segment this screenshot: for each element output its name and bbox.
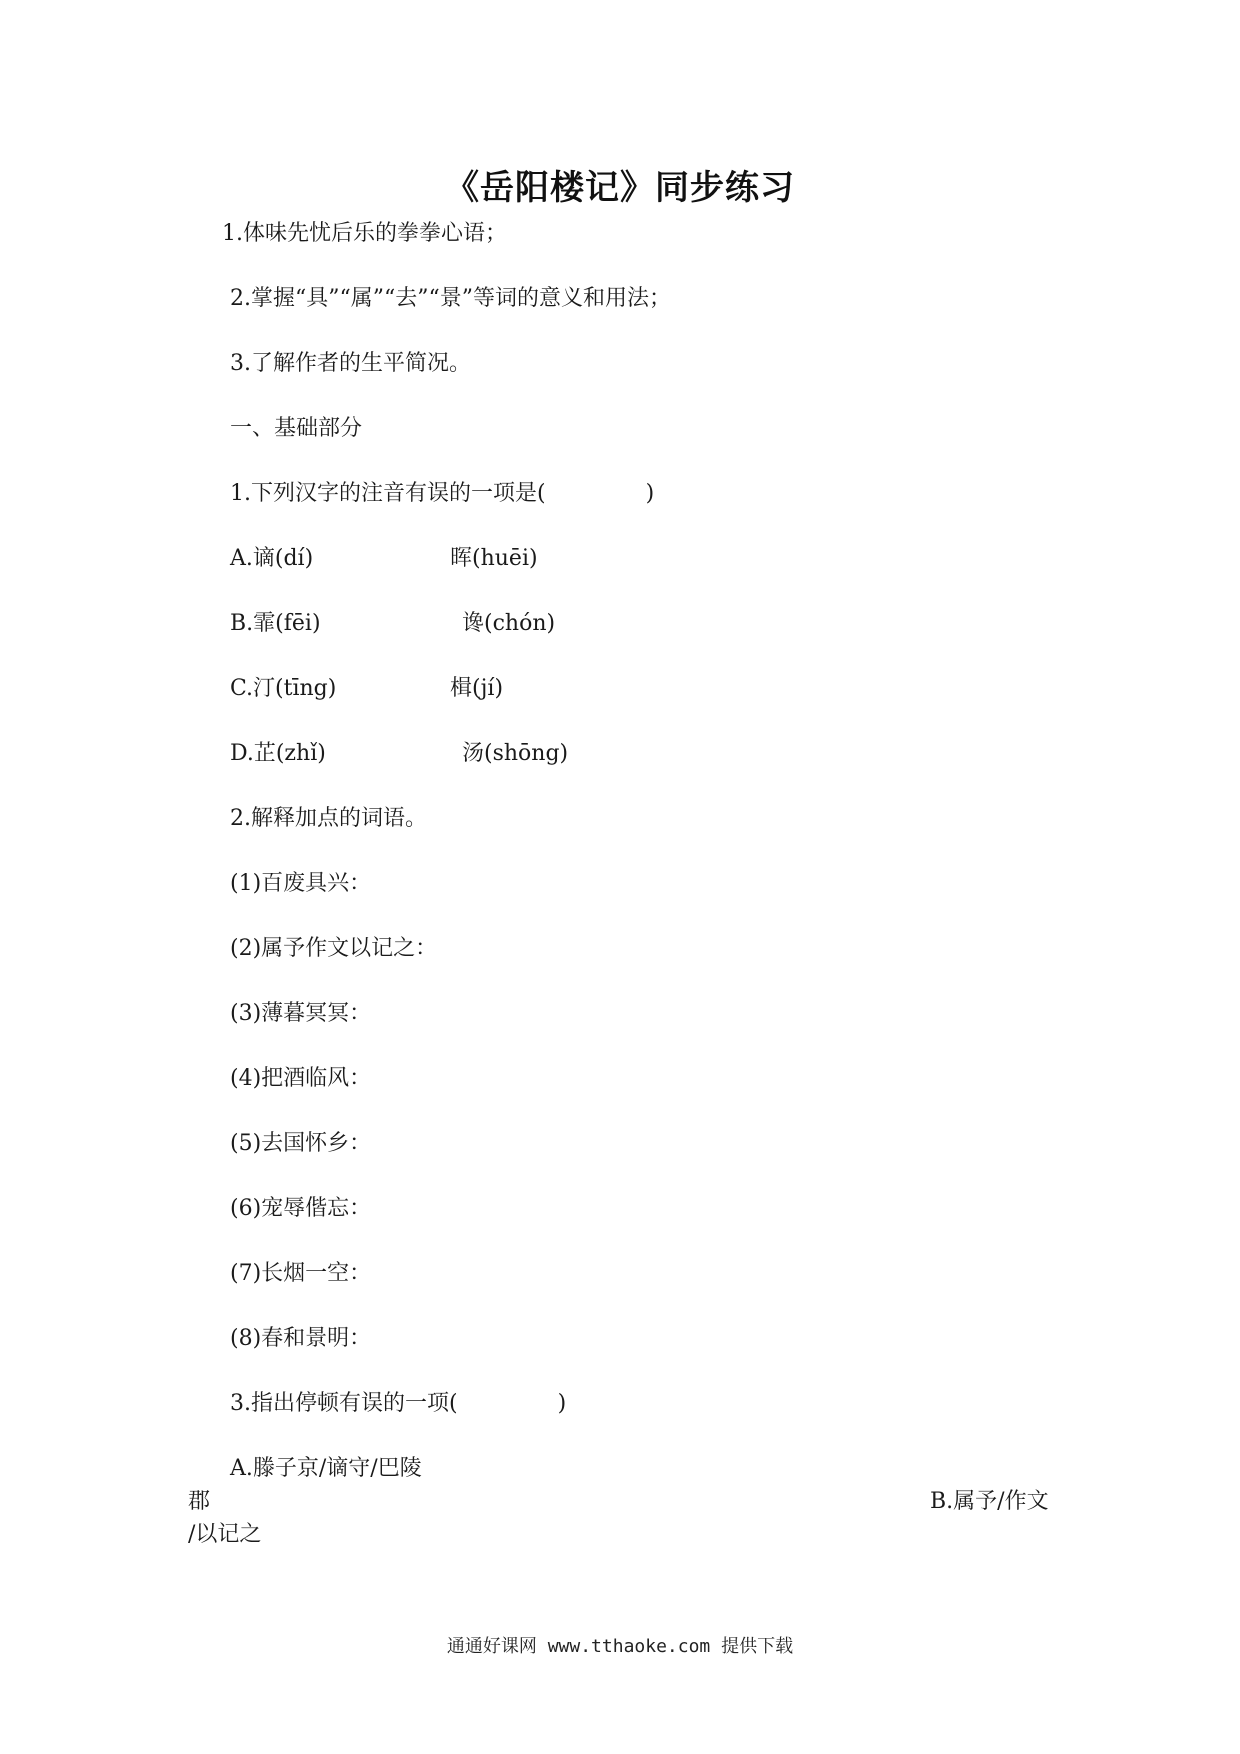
q2-item-3: (3)薄暮冥冥： [230, 1001, 372, 1026]
objective-1: 1.体味先忧后乐的拳拳心语； [222, 221, 507, 246]
q2-item-4: (4)把酒临风： [230, 1066, 372, 1091]
question-2-stem: 2.解释加点的词语。 [230, 806, 427, 831]
option-c-right: 楫(jí) [450, 676, 504, 701]
question-1-stem [230, 480, 654, 508]
q3-option-a-line1: A.滕子京/谪守/巴陵 [230, 1456, 422, 1481]
q2-item-5: (5)去国怀乡： [230, 1131, 372, 1156]
page-title: 《岳阳楼记》同步练习 [445, 168, 795, 208]
footer-credit: 通通好课网 www.tthaoke.com 提供下载 [446, 1636, 794, 1657]
q3-option-a-line2: 郡 [188, 1489, 211, 1514]
objective-3: 3.了解作者的生平简况。 [230, 351, 471, 376]
question-3-stem-close: ) [557, 1391, 567, 1416]
question-3-stem [230, 1390, 566, 1418]
option-b-right: 谗(chón) [462, 611, 556, 636]
section-heading: 一、基础部分 [230, 416, 363, 441]
q2-item-8: (8)春和景明： [230, 1326, 372, 1351]
q2-item-1: (1)百废具兴： [230, 871, 372, 896]
option-c-left: C.汀(tīng) [230, 676, 337, 701]
question-3-stem-text: 3.指出停顿有误的一项( [230, 1391, 458, 1416]
q2-item-2: (2)属予作文以记之： [230, 936, 438, 961]
option-b-left: B.霏(fēi) [230, 611, 321, 636]
objective-2: 2.掌握“具”“属”“去”“景”等词的意义和用法； [230, 286, 671, 311]
q2-item-6: (6)宠辱偕忘： [230, 1196, 372, 1221]
question-1-stem-close: ) [645, 481, 655, 506]
q3-option-b-line2: /以记之 [188, 1522, 262, 1547]
q3-option-b-line1: B.属予/作文 [930, 1489, 1049, 1514]
option-a-left: A.谪(dí) [230, 546, 314, 571]
question-1-stem-text: 1.下列汉字的注音有误的一项是( [230, 481, 546, 506]
q2-item-7: (7)长烟一空： [230, 1261, 372, 1286]
option-a-right: 晖(huēi) [450, 546, 538, 571]
option-d-left: D.芷(zhǐ) [230, 741, 326, 766]
option-d-right: 汤(shōng) [462, 741, 569, 766]
